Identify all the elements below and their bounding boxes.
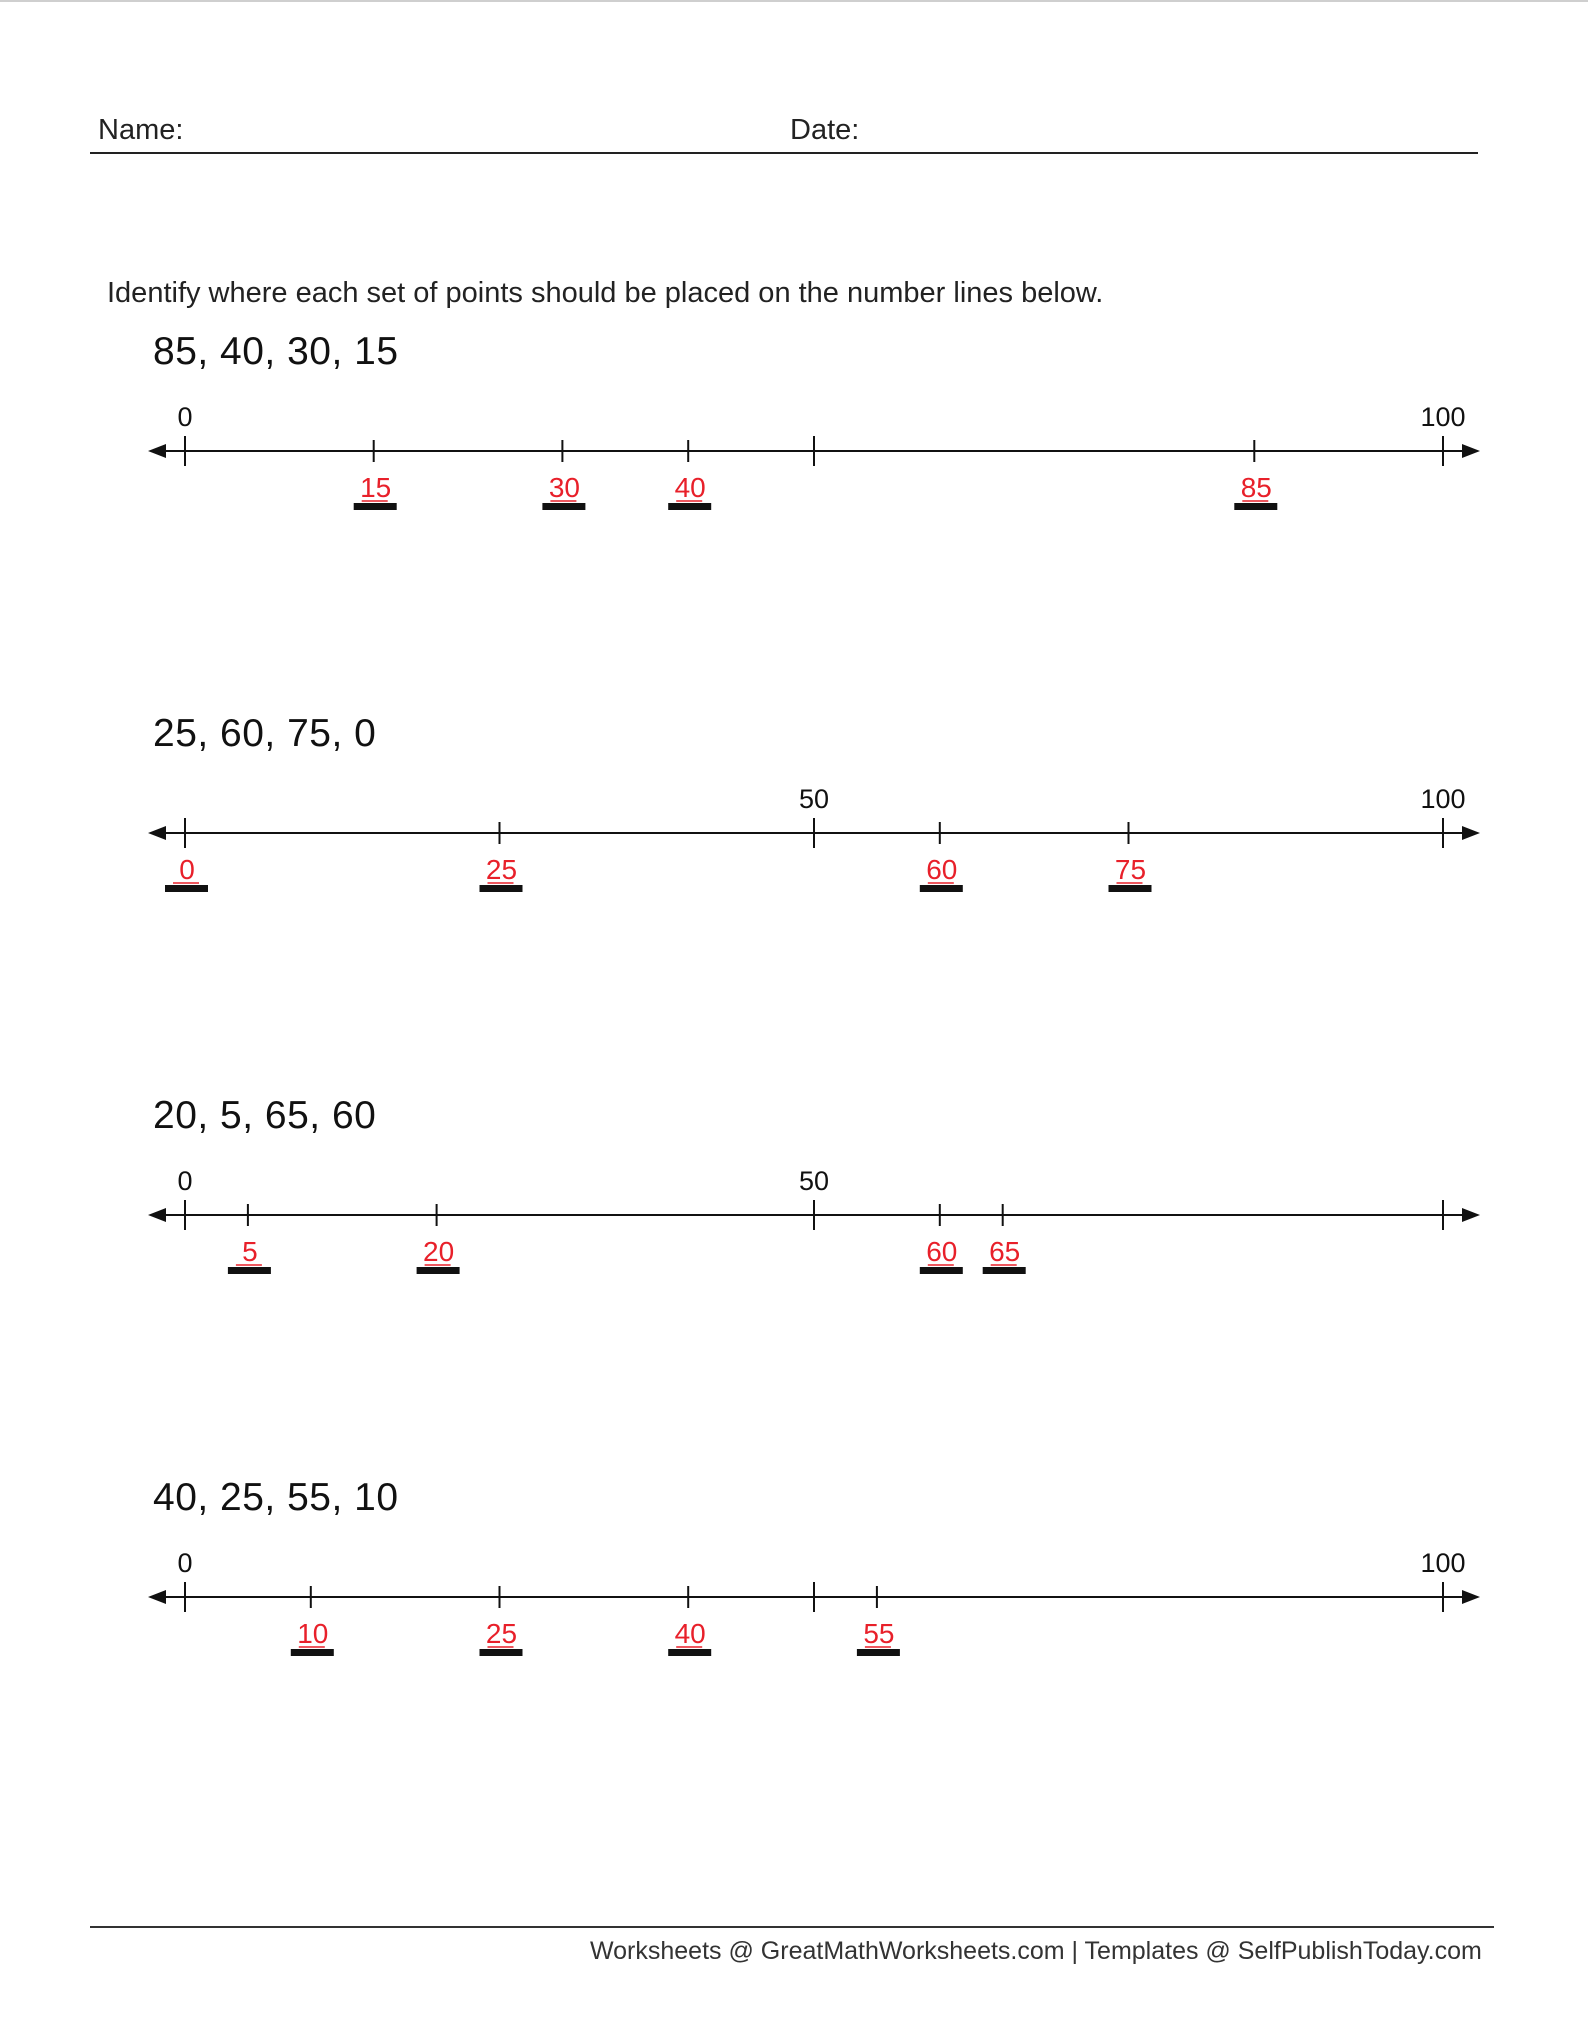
problem-prompt: 25, 60, 75, 0 — [153, 712, 377, 755]
answer-label: 55 — [863, 1618, 895, 1649]
answer-label: 60 — [926, 854, 958, 885]
answer-blank-bar — [165, 885, 208, 892]
answer-blank-bar — [983, 1267, 1026, 1274]
answer-label: 40 — [674, 472, 706, 503]
reference-label: 100 — [1420, 784, 1466, 814]
instructions-text: Identify where each set of points should be placed on the number lines below. — [107, 277, 1104, 309]
left-arrow-icon — [148, 1208, 166, 1222]
answer-blank-bar — [920, 885, 963, 892]
name-label: Name: — [98, 114, 184, 146]
top-border — [0, 0, 1588, 2]
answer-blank-bar — [417, 1267, 460, 1274]
left-arrow-icon — [148, 826, 166, 840]
answer-label: 20 — [423, 1236, 455, 1267]
footer-divider — [90, 1926, 1494, 1928]
answer-blank-bar — [1234, 503, 1277, 510]
number-line-2 — [0, 712, 1588, 952]
reference-label: 50 — [798, 1166, 830, 1196]
reference-label: 0 — [177, 402, 193, 432]
problem-prompt: 40, 25, 55, 10 — [153, 1476, 399, 1519]
answer-label: 10 — [297, 1618, 329, 1649]
reference-label: 50 — [798, 784, 830, 814]
left-arrow-icon — [148, 1590, 166, 1604]
name-date-header — [90, 114, 1478, 154]
reference-label: 100 — [1420, 1548, 1466, 1578]
problem-prompt: 85, 40, 30, 15 — [153, 330, 399, 373]
reference-label: 0 — [177, 1166, 193, 1196]
answer-blank-bar — [291, 1649, 334, 1656]
right-arrow-icon — [1462, 444, 1480, 458]
reference-label: 0 — [177, 1548, 193, 1578]
right-arrow-icon — [1462, 1590, 1480, 1604]
problem-1 — [0, 330, 1588, 570]
number-line-3 — [0, 1094, 1588, 1334]
answer-blank-bar — [354, 503, 397, 510]
answer-blank-bar — [542, 503, 585, 510]
footer-credits: Worksheets @ GreatMathWorksheets.com | Templates @ SelfPublishToday.com — [590, 1937, 1482, 1965]
answer-label: 85 — [1240, 472, 1272, 503]
answer-blank-bar — [1109, 885, 1152, 892]
answer-label: 65 — [989, 1236, 1021, 1267]
problem-4 — [0, 1476, 1588, 1716]
number-line-1 — [0, 330, 1588, 570]
answer-label: 5 — [242, 1236, 258, 1267]
answer-label: 25 — [485, 854, 518, 885]
answer-blank-bar — [480, 885, 523, 892]
answer-blank-bar — [228, 1267, 271, 1274]
answer-label: 30 — [548, 472, 580, 503]
problem-2 — [0, 712, 1588, 952]
answer-label: 25 — [485, 1618, 518, 1649]
answer-label: 40 — [674, 1618, 706, 1649]
problem-3 — [0, 1094, 1588, 1334]
right-arrow-icon — [1462, 1208, 1480, 1222]
right-arrow-icon — [1462, 826, 1480, 840]
answer-label: 0 — [179, 854, 195, 885]
answer-blank-bar — [668, 1649, 711, 1656]
left-arrow-icon — [148, 444, 166, 458]
number-line-4 — [0, 1476, 1588, 1716]
answer-label: 15 — [360, 472, 392, 503]
answer-blank-bar — [668, 503, 711, 510]
answer-label: 75 — [1114, 854, 1147, 885]
problem-prompt: 20, 5, 65, 60 — [153, 1094, 377, 1137]
date-label: Date: — [790, 114, 860, 146]
answer-blank-bar — [857, 1649, 900, 1656]
reference-label: 100 — [1420, 402, 1466, 432]
answer-label: 60 — [926, 1236, 958, 1267]
answer-blank-bar — [480, 1649, 523, 1656]
answer-blank-bar — [920, 1267, 963, 1274]
